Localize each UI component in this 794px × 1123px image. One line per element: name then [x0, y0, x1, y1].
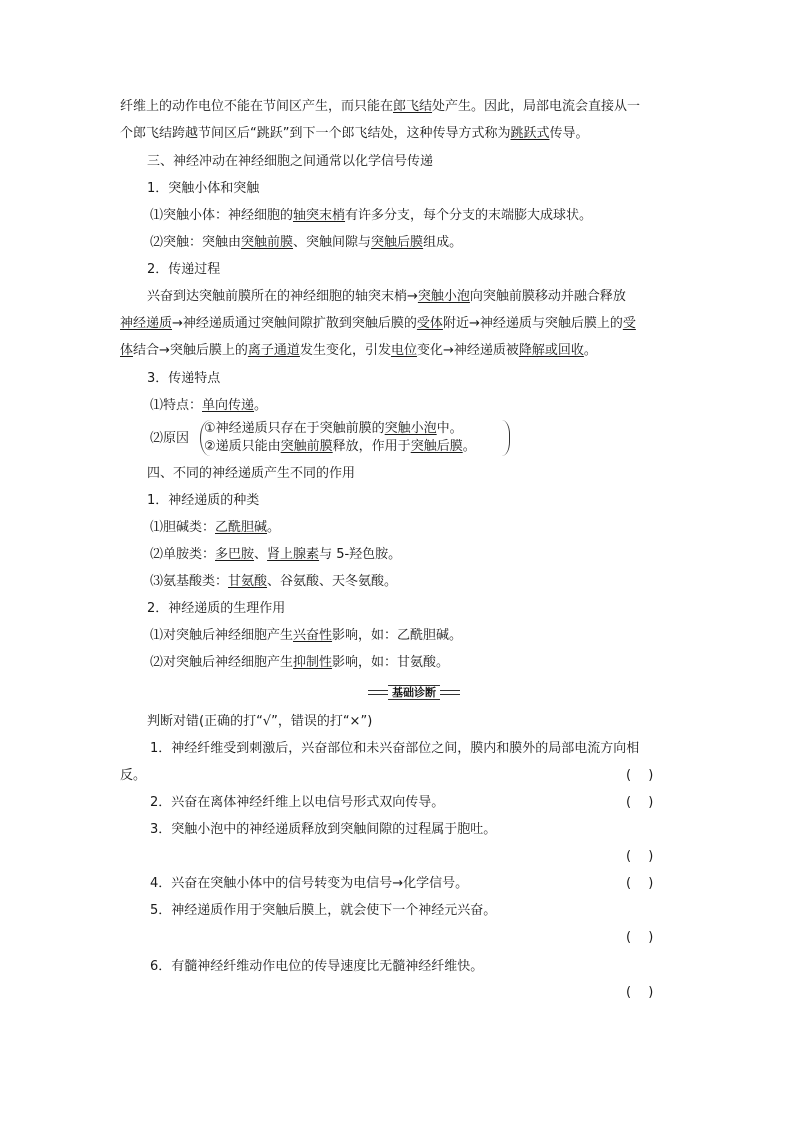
section-3-title: 三、神经冲动在神经细胞之间通常以化学信号传递 [147, 154, 434, 169]
process-line-2: 神经递质→神经递质通过突触间隙扩散到突触后膜的受体附近→神经递质与突触后膜上的受 [120, 316, 636, 331]
term-dopamine: 多巴胺 [215, 547, 255, 562]
question-6: 6．有髓神经纤维动作电位的传导速度比无髓神经纤维快。 [150, 959, 484, 974]
term-glycine: 甘氨酸 [228, 574, 268, 589]
term-synaptic-vesicle: 突触小泡 [417, 289, 470, 304]
term-postsynaptic-membrane-2: 突触后膜 [410, 439, 463, 454]
term-acetylcholine: 乙酰胆碱 [215, 520, 268, 535]
term-ranvier-node: 郎飞结 [393, 99, 433, 114]
term-neurotransmitter: 神经递质 [120, 316, 173, 331]
section-4-sub-2: 2．神经递质的生理作用 [147, 601, 286, 616]
quiz-instruction: 判断对错(正确的打“√”，错误的打“×”) [147, 714, 373, 729]
basic-diagnosis-banner [368, 684, 460, 700]
process-line-3: 体结合→突触后膜上的离子通道发生变化，引发电位变化→神经递质被降解或回收。 [120, 343, 597, 358]
answer-box-4[interactable]: ( ) [626, 876, 654, 891]
section-3-sub-3: 3．传递特点 [147, 371, 221, 386]
term-receptor-part-1: 受 [622, 316, 636, 331]
answer-box-5[interactable]: ( ) [626, 930, 654, 945]
term-presynaptic-membrane-2: 突触前膜 [280, 439, 333, 454]
answer-box-1[interactable]: ( ) [626, 768, 654, 783]
banner-label: 基础诊断 [388, 685, 440, 700]
effect-inhibitory: ⑵对突触后神经细胞产生抑制性影响，如：甘氨酸。 [150, 655, 450, 670]
term-receptor: 受体 [416, 316, 443, 331]
question-2: 2．兴奋在离体神经纤维上以电信号形式双向传导。 [150, 795, 445, 810]
banner-rule-right [440, 690, 460, 695]
question-1-line-1: 1．神经纤维受到刺激后，兴奋部位和未兴奋部位之间，膜内和膜外的局部电流方向相 [150, 741, 640, 756]
para-line-2: 个郎飞结跨越节间区后“跳跃”到下一个郎飞结处，这种传导方式称为跳跃式传导。 [120, 126, 589, 141]
section-3-sub-2: 2．传递过程 [147, 262, 221, 277]
term-saltatory: 跳跃式 [510, 126, 550, 141]
term-inhibitory: 抑制性 [293, 655, 333, 670]
effect-excitatory: ⑴对突触后神经细胞产生兴奋性影响，如：乙酰胆碱。 [150, 628, 463, 643]
para-line-1: 纤维上的动作电位不能在节间区产生，而只能在郎飞结处产生。因此，局部电流会直接从一 [120, 99, 641, 114]
section-3-sub-1: 1．突触小体和突触 [147, 181, 260, 196]
kind-monoamine: ⑵单胺类：多巴胺、肾上腺素与 5-羟色胺。 [150, 547, 402, 562]
term-axon-terminal: 轴突末梢 [293, 208, 346, 223]
kind-choline: ⑴胆碱类：乙酰胆碱。 [150, 520, 281, 535]
term-one-way: 单向传递 [202, 398, 255, 413]
term-postsynaptic-membrane: 突触后膜 [371, 235, 424, 250]
reason-1: ①神经递质只存在于突触前膜的突触小泡中。 [204, 421, 463, 436]
term-synaptic-vesicle-2: 突触小泡 [384, 421, 437, 436]
feature-line: ⑴特点：单向传递。 [150, 398, 268, 413]
term-potential: 电位 [390, 343, 417, 358]
term-degrade-or-recycle: 降解或回收 [518, 343, 584, 358]
section-4-title: 四、不同的神经递质产生不同的作用 [147, 466, 356, 481]
reason-label: ⑵原因 [150, 431, 190, 446]
question-4: 4．兴奋在突触小体中的信号转变为电信号→化学信号。 [150, 876, 469, 891]
term-excitatory: 兴奋性 [293, 628, 333, 643]
question-1-line-2: 反。 [120, 768, 147, 783]
term-epinephrine: 肾上腺素 [267, 547, 320, 562]
banner-rule-left [368, 690, 388, 695]
question-5: 5．神经递质作用于突触后膜上，就会使下一个神经元兴奋。 [150, 903, 497, 918]
term-receptor-part-2: 体 [120, 343, 134, 358]
answer-box-3[interactable]: ( ) [626, 849, 654, 864]
term-presynaptic-membrane: 突触前膜 [241, 235, 294, 250]
section-4-sub-1: 1．神经递质的种类 [147, 493, 260, 508]
reason-2: ②递质只能由突触前膜释放，作用于突触后膜。 [204, 439, 476, 454]
section-3-item-2: ⑵突触：突触由突触前膜、突触间隙与突触后膜组成。 [150, 235, 463, 250]
answer-box-2[interactable]: ( ) [626, 795, 654, 810]
section-3-item-1: ⑴突触小体：神经细胞的轴突末梢有许多分支，每个分支的末端膨大成球状。 [150, 208, 593, 223]
question-3: 3．突触小泡中的神经递质释放到突触间隙的过程属于胞吐。 [150, 822, 497, 837]
answer-box-6[interactable]: ( ) [626, 985, 654, 1000]
kind-amino-acid: ⑶氨基酸类：甘氨酸、谷氨酸、天冬氨酸。 [150, 574, 398, 589]
process-line-1: 兴奋到达突触前膜所在的神经细胞的轴突末梢→突触小泡向突触前膜移动并融合释放 [147, 289, 626, 304]
term-ion-channel: 离子通道 [247, 343, 300, 358]
